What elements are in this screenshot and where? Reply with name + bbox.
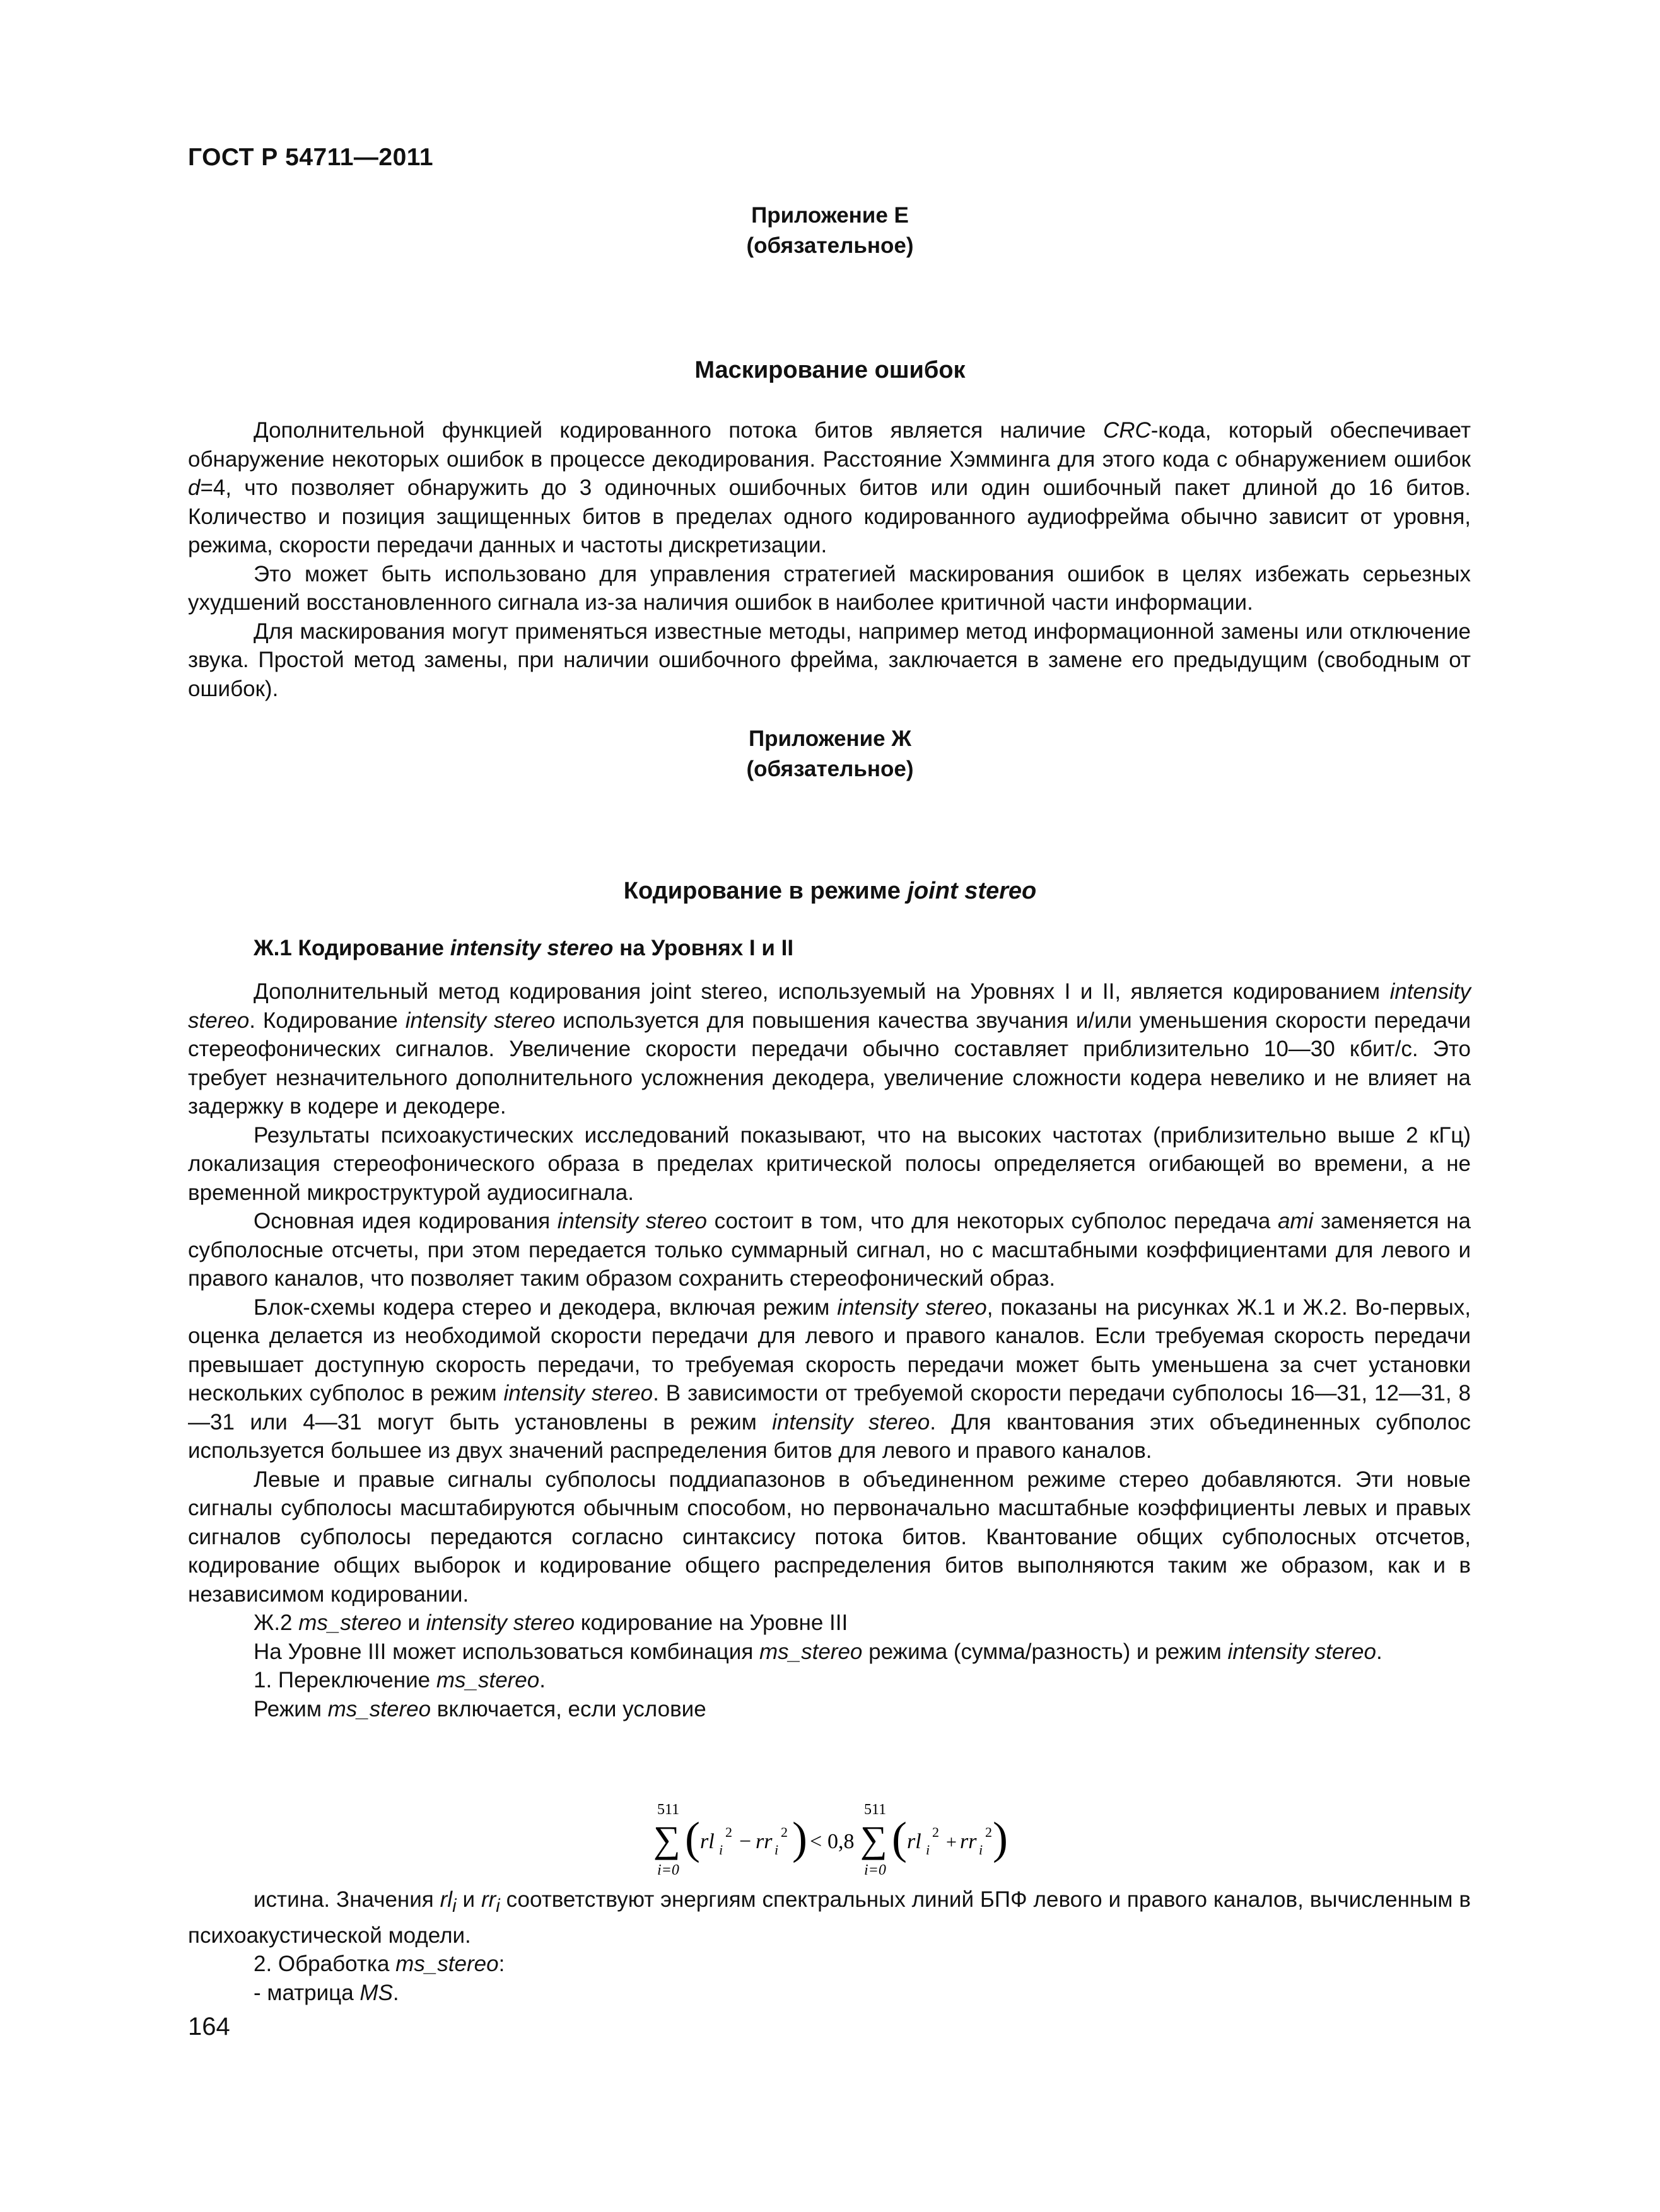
rr-term: rr (960, 1830, 977, 1853)
rl-index: i (719, 1842, 723, 1858)
sum-upper-limit: 511 (657, 1802, 680, 1818)
rl-index: i (926, 1842, 930, 1858)
sum-upper-limit: 511 (864, 1802, 887, 1818)
annex-e-label: Приложение Е (751, 203, 909, 228)
annex-e-body (188, 416, 1471, 703)
list-item: 1. Переключение ms_stereo. (254, 1668, 546, 1692)
paragraph: Основная идея кодирования intensity stereo состоит в том, что для некоторых субполос передача ami заменяется на субполосные отсчеты, при этом передается только суммарный сигнал, но с масштабными коэффициентами для левого и правого каналов, что позволяет таким образом сохранить стереофонический образ. (188, 1209, 1471, 1291)
page-number: 164 (188, 2013, 230, 2040)
list-item: 2. Обработка ms_stereo: (254, 1952, 505, 1976)
ms-stereo-condition-formula (650, 1800, 1008, 1882)
rl-power: 2 (725, 1824, 732, 1840)
paragraph: Для маскирования могут применяться известные методы, например метод информационной замены или отключение звука. Простой метод замены, при наличии ошибочного фрейма, заключается в замене его предыдущим (свободным от ошибок). (188, 619, 1471, 701)
rl-term: rl (907, 1830, 921, 1853)
rr-index: i (979, 1842, 983, 1858)
sum-lower-limit: i=0 (864, 1862, 886, 1878)
annex-zh-status: (обязательное) (746, 757, 914, 781)
section-zh1-heading: Ж.1 Кодирование intensity stereo на Уровнях I и II (254, 936, 794, 960)
coefficient: 0,8 (827, 1830, 855, 1853)
plus-sign: + (946, 1832, 957, 1853)
less-than: < (810, 1830, 822, 1853)
annex-e-title (0, 201, 1660, 261)
standard-code: ГОСТ Р 54711—2011 (188, 144, 434, 171)
paren-left: ( (685, 1813, 700, 1863)
rl-term: rl (700, 1830, 715, 1853)
rr-power: 2 (781, 1824, 788, 1840)
annex-zh-title (0, 724, 1660, 784)
paragraph: Дополнительный метод кодирования joint stereo, используемый на Уровнях I и II, является кодированием intensity stereo. Кодирование intensity stereo используется для повышения качества звучания и/или уменьшения скорости передачи стереофонических сигналов. Увеличение скорости передачи обычно составляет приблизительно 10—30 кбит/с. Это требует незначительного дополнительного усложнения декодера, увеличение сложности кодера невелико и не влияет на задержку в кодере и декодере. (188, 979, 1471, 1119)
paragraph: Режим ms_stereo включается, если условие (254, 1696, 706, 1721)
annex-zh-body (188, 977, 1471, 1723)
rr-power: 2 (985, 1824, 992, 1840)
paren-right: ) (993, 1813, 1008, 1863)
paragraph: истина. Значения $rl_i$ и $rr_i$ соответствуют энергиям спектральных линий БПФ левого и правого каналов, вычисленным в психоакустической модели. (188, 1887, 1471, 1948)
sigma-symbol: ∑ (860, 1819, 887, 1860)
paragraph: Левые и правые сигналы субполосы поддиапазонов в объединенном режиме стерео добавляются. Эти новые сигналы субполосы масштабируются обычным способом, но первоначально масштабные коэффициенты левых и правых сигналов субполосы передаются согласно синтаксису потока битов. Квантование общих субполосных отсчетов, кодирование общих выборок и кодирование общего распределения битов выполняются таким же образом, как и в независимом кодировании. (188, 1467, 1471, 1607)
rr-index: i (774, 1842, 779, 1858)
annex-e-status: (обязательное) (746, 233, 914, 258)
paragraph: Результаты психоакустических исследований показывают, что на высоких частотах (приблизительно выше 2 кГц) локализация стереофонического образа в пределах критической полосы определяется огибающей во времени, а не временной микроструктурой аудиосигнала. (188, 1122, 1471, 1205)
paragraph: Блок-схемы кодера стерео и декодера, включая режим intensity stereo, показаны на рисунках Ж.1 и Ж.2. Во-первых, оценка делается из необходимой скорости передачи для левого и правого каналов. Если требуемая скорость передачи превышает доступную скорость передачи, то требуемая скорость передачи может быть уменьшена за счет установки нескольких субполос в режим intensity stereo. В зависимости от требуемой скорости передачи субполосы 16—31, 12—31, 8—31 или 4—31 могут быть установлены в режим intensity stereo. Для квантования этих объединенных субполос используется большее из двух значений распределения битов для левого и правого каналов. (188, 1295, 1471, 1463)
paren-right: ) (792, 1813, 807, 1863)
sigma-symbol: ∑ (653, 1819, 681, 1860)
paragraph: Дополнительной функцией кодированного потока битов является наличие CRC-кода, который обеспечивает обнаружение некоторых ошибок в процессе декодирования. Расстояние Хэмминга для этого кода с обнаружением ошибок d=4, что позволяет обнаружить до 3 одиночных ошибочных битов или один ошибочный пакет длиной до 16 битов. Количество и позиция защищенных битов в пределах одного кодированного аудиофрейма обычно зависит от уровня, режима, скорости передачи данных и частоты дискретизации. (188, 418, 1471, 557)
annex-zh-label: Приложение Ж (748, 726, 912, 751)
section-zh2-heading: Ж.2 ms_stereo и intensity stereo кодирование на Уровне III (254, 1610, 848, 1635)
paragraph: На Уровне III может использоваться комбинация ms_stereo режима (сумма/разность) и режим intensity stereo. (254, 1639, 1382, 1664)
paragraph: Это может быть использовано для управления стратегией маскирования ошибок в целях избежать серьезных ухудшений восстановленного сигнала из-за наличия ошибок в наиболее критичной части информации. (188, 561, 1471, 615)
sum-lower-limit: i=0 (657, 1862, 679, 1878)
list-item: - матрица MS. (254, 1980, 399, 2005)
rl-power: 2 (932, 1824, 939, 1840)
paren-left: ( (892, 1813, 907, 1863)
annex-zh-body-continued (188, 1885, 1471, 2007)
minus-sign: − (739, 1830, 752, 1853)
annex-e-heading: Маскирование ошибок (694, 357, 966, 383)
rr-term: rr (756, 1830, 773, 1853)
annex-zh-heading: Кодирование в режиме joint stereo (623, 878, 1037, 904)
